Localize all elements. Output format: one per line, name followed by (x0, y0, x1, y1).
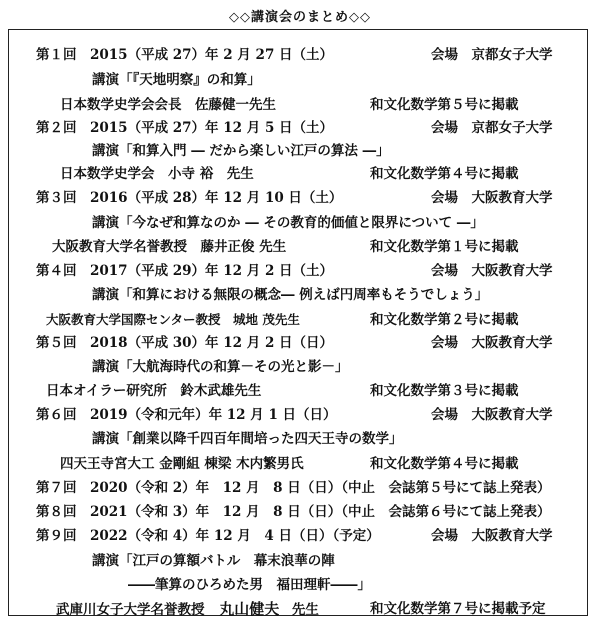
session-3-talk: 講演「今なぜ和算なのか ― その教育的価値と限界について ―」 (92, 215, 484, 231)
session-4-publication: 和文化数学第２号に掲載 (370, 312, 519, 328)
session-9-speaker-name: 丸山健夫 (219, 600, 280, 618)
session-3-head: 第３回 2016（平成 28）年 12 月 10 日（土） (36, 190, 343, 206)
session-2-venue: 会場 京都女子大学 (431, 120, 553, 136)
session-6-publication: 和文化数学第４号に掲載 (370, 456, 519, 472)
session-5-talk: 講演「大航海時代の和算－その光と影－」 (92, 359, 349, 375)
session-2-publication: 和文化数学第４号に掲載 (370, 166, 519, 182)
session-7-line: 第７回 2020（令和 2）年 12 月 8 日（日）（中止 会誌第５号にて誌上発表） (36, 480, 551, 496)
session-5-speaker: 日本オイラー研究所 鈴木武雄先生 (46, 383, 262, 399)
session-6-speaker: 四天王寺宮大工 金剛組 棟梁 木内繁男氏 (60, 456, 304, 472)
session-9-venue: 会場 大阪教育大学 (431, 528, 553, 544)
session-2-talk: 講演「和算入門 ― だから楽しい江戸の算法 ―」 (92, 143, 390, 159)
session-1-head: 第１回 2015（平成 27）年 2 月 27 日（土） (36, 47, 334, 63)
session-9-publication: 和文化数学第７号に掲載予定 (370, 601, 546, 617)
session-6-venue: 会場 大阪教育大学 (431, 407, 553, 423)
session-1-talk: 講演「『天地明察』の和算」 (92, 72, 261, 88)
session-8-line: 第８回 2021（令和 3）年 12 月 8 日（日）（中止 会誌第６号にて誌上発表） (36, 504, 551, 520)
session-4-speaker: 大阪教育大学国際センター教授 城地 茂先生 (46, 312, 300, 327)
session-9-speaker-title: 武庫川女子大学名誉教授 (56, 602, 205, 618)
session-9-talk-line-2: ――筆算のひろめた男 福田理軒――」 (128, 577, 371, 593)
session-4-venue: 会場 大阪教育大学 (431, 263, 553, 279)
session-1-publication: 和文化数学第５号に掲載 (370, 97, 519, 113)
session-9-talk-line-1: 講演「江戸の算額バトル 幕末浪華の陣 (92, 553, 335, 569)
session-1-speaker: 日本数学史学会会長 佐藤健一先生 (60, 97, 276, 113)
session-4-head: 第４回 2017（平成 29）年 12 月 2 日（土） (36, 263, 334, 279)
session-6-talk: 講演「創業以降千四百年間培った四天王寺の数学」 (92, 431, 403, 447)
session-6-head: 第６回 2019（令和元年）年 12 月 1 日（日） (36, 407, 337, 423)
session-5-head: 第５回 2018（平成 30）年 12 月 2 日（日） (36, 335, 334, 351)
session-5-publication: 和文化数学第３号に掲載 (370, 383, 519, 399)
page-title: ◇◇講演会のまとめ◇◇ (229, 10, 371, 25)
session-5-venue: 会場 大阪教育大学 (431, 335, 553, 351)
session-9-speaker (56, 601, 319, 618)
session-2-speaker: 日本数学史学会 小寺 裕 先生 (60, 166, 254, 182)
session-1-venue: 会場 京都女子大学 (431, 47, 553, 63)
session-3-venue: 会場 大阪教育大学 (431, 190, 553, 206)
session-4-talk: 講演「和算における無限の概念― 例えば円周率もそうでしょう」 (92, 287, 489, 303)
session-9-speaker-honorific: 先生 (291, 602, 319, 618)
session-2-head: 第２回 2015（平成 27）年 12 月 5 日（土） (36, 120, 334, 136)
session-3-publication: 和文化数学第１号に掲載 (370, 239, 519, 255)
session-3-speaker: 大阪教育大学名誉教授 藤井正俊 先生 (52, 239, 287, 255)
session-9-head: 第９回 2022（令和 4）年 12 月 4 日（日）（予定） (36, 528, 380, 544)
